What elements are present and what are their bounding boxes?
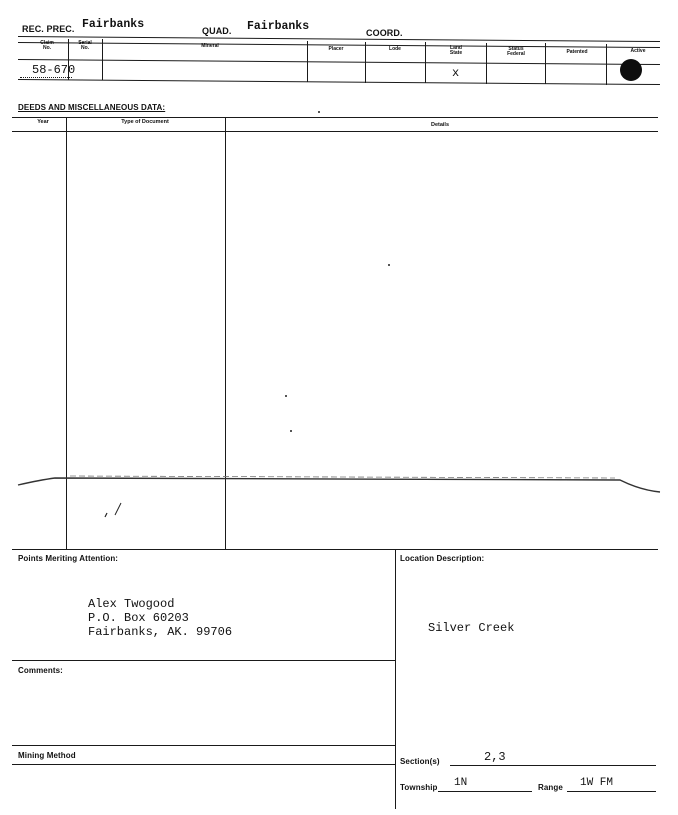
claim-no-header-line2: No. (42, 45, 52, 51)
claim-table-top-rule (18, 36, 660, 42)
comments-label: Comments: (18, 666, 63, 675)
bottom-col-divider (395, 549, 396, 809)
points-address-line2: P.O. Box 60203 (88, 611, 189, 625)
patented-header: Patented (566, 49, 588, 55)
claim-col-divider-5 (425, 42, 426, 83)
mining-bottom-rule (12, 764, 396, 765)
range-underline (567, 791, 656, 792)
placer-header: Placer (328, 46, 344, 52)
land-state-header (436, 46, 476, 56)
claim-col-divider-2 (102, 39, 103, 80)
mining-method-label: Mining Method (18, 751, 76, 760)
quad-value: Fairbanks (247, 20, 310, 33)
serial-no-header (70, 41, 100, 51)
claim-col-divider-7 (545, 43, 546, 84)
range-value: 1W FM (580, 777, 614, 789)
land-state-header-line2: State (449, 50, 463, 56)
points-address-line1: Alex Twogood (88, 597, 175, 611)
land-state-header-line1: Land (450, 45, 462, 51)
claim-no-header (30, 41, 64, 51)
deeds-type-header: Type of Document (121, 119, 169, 125)
bottom-top-rule (12, 549, 658, 550)
status-federal-header-line2: Federal (507, 51, 525, 57)
location-label: Location Description: (400, 554, 485, 563)
rec-prec-value: Fairbanks (82, 18, 145, 31)
active-header: Active (630, 48, 646, 54)
township-label: Township (400, 783, 438, 792)
rec-prec-label: REC. PREC. (22, 24, 75, 34)
range-label: Range (538, 783, 563, 792)
claim-no-header-line1: Claim (40, 40, 54, 46)
deeds-header-rule (12, 131, 658, 132)
status-federal-header-line1: Status (508, 46, 524, 52)
claim-col-divider-8 (606, 44, 607, 85)
deeds-details-header: Details (430, 122, 450, 128)
comments-top-rule (12, 660, 396, 661)
quad-label: QUAD. (202, 26, 232, 36)
stray-dot-4 (318, 111, 320, 113)
lode-header: Lode (389, 46, 401, 52)
serial-no-header-line1: Serial (78, 40, 92, 46)
claim-no-value: 58-670 (32, 63, 76, 77)
land-state-value: x (452, 66, 460, 80)
points-label: Points Meriting Attention: (18, 554, 119, 563)
deeds-section-label: DEEDS AND MISCELLANEOUS DATA: (18, 103, 166, 112)
sections-underline (450, 765, 656, 766)
stray-pen-mark (95, 495, 135, 525)
claim-table-bottom-rule (18, 79, 660, 85)
claim-no-underline (20, 77, 72, 78)
stray-dot-1 (388, 264, 390, 266)
claim-table-mid-rule (18, 59, 660, 65)
mining-top-rule (12, 745, 396, 746)
sections-value: 2,3 (484, 750, 506, 764)
location-value: Silver Creek (428, 621, 515, 635)
stray-dot-3 (290, 430, 292, 432)
claim-col-divider-6 (486, 43, 487, 84)
deeds-top-rule (12, 117, 658, 118)
coord-label: COORD. (366, 28, 403, 38)
stray-dot-2 (285, 395, 287, 397)
township-underline (438, 791, 532, 792)
mineral-header: Mineral (201, 43, 219, 49)
serial-no-header-line2: No. (80, 45, 90, 51)
deeds-year-header: Year (37, 119, 49, 125)
status-federal-header (496, 47, 536, 57)
sections-label: Section(s) (400, 757, 440, 766)
claim-col-divider-4 (365, 42, 366, 83)
active-filled-dot (620, 59, 642, 81)
points-address-line3: Fairbanks, AK. 99706 (88, 625, 233, 639)
township-value: 1N (454, 777, 468, 789)
claim-col-divider-3 (307, 41, 308, 82)
